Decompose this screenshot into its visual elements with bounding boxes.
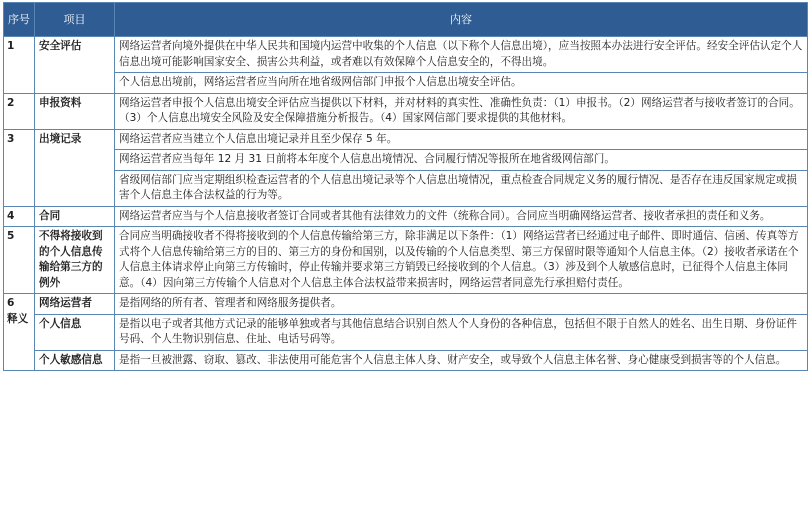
table-row <box>4 350 808 371</box>
row-item: 不得将接收到的个人信息传输给第三方的例外 <box>35 227 115 294</box>
table-row <box>4 93 808 129</box>
row-content: 网络运营者申报个人信息出境安全评估应当提供以下材料，并对材料的真实性、准确性负责：（1）申报书。（2）网络运营者与接收者签订的合同。（3）个人信息出境安全风险及安全保障措施分析报告。（4）国家网信部门要求提供的其他材料。 <box>115 93 808 129</box>
definition-content: 是指网络的所有者、管理者和网络服务提供者。 <box>115 294 808 315</box>
definition-content: 是指一旦被泄露、窃取、篡改、非法使用可能危害个人信息主体人身、财产安全，或导致个人信息主体名誉、身心健康受到损害等的个人信息。 <box>115 350 808 371</box>
row-item: 申报资料 <box>35 93 115 129</box>
table-row <box>4 150 808 171</box>
row-content: 网络运营者应当每年 12 月 31 日前将本年度个人信息出境情况、合同履行情况等报所在地省级网信部门。 <box>115 150 808 171</box>
row-number: 3 <box>4 129 35 206</box>
row-content: 网络运营者应当建立个人信息出境记录并且至少保存 5 年。 <box>115 129 808 150</box>
table-header-row <box>4 3 808 37</box>
definition-term: 个人敏感信息 <box>35 350 115 371</box>
header-content: 内容 <box>115 3 808 37</box>
table-row <box>4 129 808 150</box>
table-row <box>4 73 808 94</box>
definition-content: 是指以电子或者其他方式记录的能够单独或者与其他信息结合识别自然人个人身份的各种信息，包括但不限于自然人的姓名、出生日期、身份证件号码、个人生物识别信息、住址、电话号码等。 <box>115 314 808 350</box>
row-number: 1 <box>4 37 35 94</box>
table-row <box>4 314 808 350</box>
row-content: 合同应当明确接收者不得将接收到的个人信息传输给第三方，除非满足以下条件：（1）网络运营者已经通过电子邮件、即时通信、信函、传真等方式将个人信息传输给第三方的目的、第三方的身份和国别，以及传输的个人信息类型、第三方保留时限等通知个人信息主体。（2）接收者承诺在个人信息主体请求停止向第三方传输时，停止传输并要求第三方销毁已经接收到的个人信息。（3）涉及到个人敏感信息时，已征得个人信息主体同意。（4）因向第三方传输个人信息对个人信息主体合法权益带来损害时，网络运营者同意先行承担赔付责任。 <box>115 227 808 294</box>
definition-term: 个人信息 <box>35 314 115 350</box>
row-content: 省级网信部门应当定期组织检查运营者的个人信息出境记录等个人信息出境情况，重点检查合同规定义务的履行情况、是否存在违反国家规定或损害个人信息主体合法权益的行为等。 <box>115 170 808 206</box>
row-content: 网络运营者向境外提供在中华人民共和国境内运营中收集的个人信息（以下称个人信息出境），应当按照本办法进行安全评估。经安全评估认定个人信息出境可能影响国家安全、损害公共利益，或者难以有效保障个人信息安全的，不得出境。 <box>115 37 808 73</box>
table-row <box>4 206 808 227</box>
header-item: 项目 <box>35 3 115 37</box>
header-seq: 序号 <box>4 3 35 37</box>
row-item: 合同 <box>35 206 115 227</box>
row-number: 4 <box>4 206 35 227</box>
table-row <box>4 227 808 294</box>
definition-term: 网络运营者 <box>35 294 115 315</box>
row-item: 出境记录 <box>35 129 115 206</box>
table-row <box>4 170 808 206</box>
row-number: 5 <box>4 227 35 294</box>
row-number: 6 释义 <box>4 294 35 371</box>
row-number: 2 <box>4 93 35 129</box>
regulation-table-container <box>3 2 807 371</box>
row-content: 网络运营者应当与个人信息接收者签订合同或者其他有法律效力的文件（统称合同）。合同应当明确网络运营者、接收者承担的责任和义务。 <box>115 206 808 227</box>
regulation-table <box>3 2 808 371</box>
row-item: 安全评估 <box>35 37 115 94</box>
table-row <box>4 294 808 315</box>
row-content: 个人信息出境前，网络运营者应当向所在地省级网信部门申报个人信息出境安全评估。 <box>115 73 808 94</box>
table-row <box>4 37 808 73</box>
